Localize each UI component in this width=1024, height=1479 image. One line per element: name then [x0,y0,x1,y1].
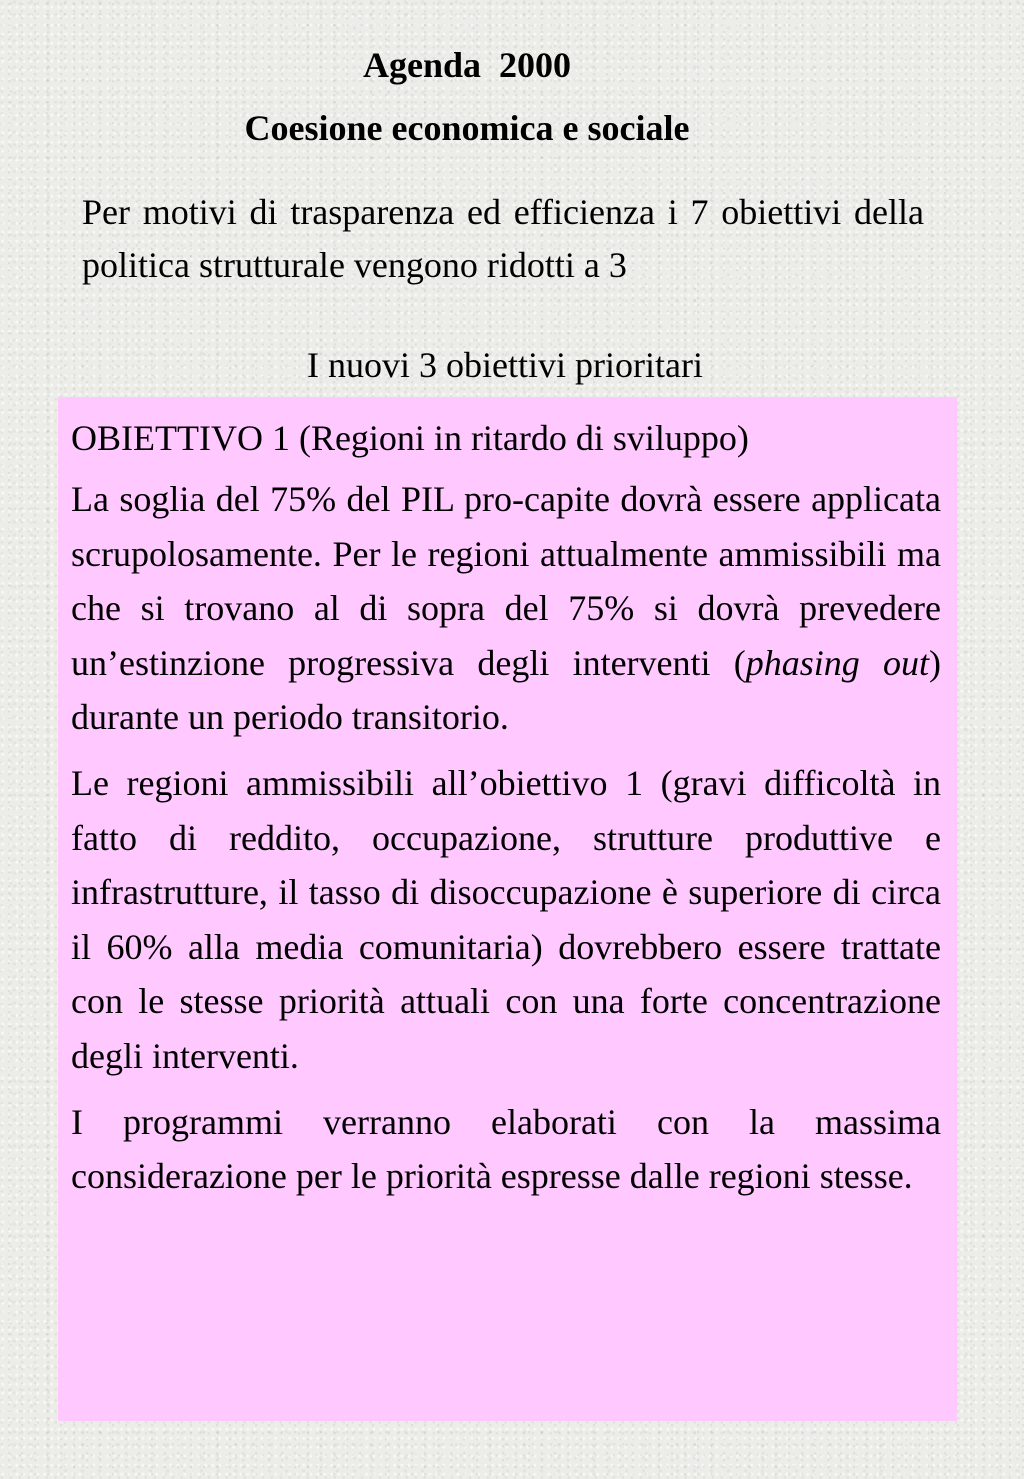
page-subtitle: Coesione economica e sociale [244,108,690,148]
objective-1-paragraph-programmes: I programmi verranno elaborati con la massima considerazione per le priorità espresse dalle regioni stesse. [71,1101,941,1197]
objective-1-paragraph-threshold [71,472,941,745]
objective-1-paragraph-eligibility: Le regioni ammissibili all’obiettivo 1 (gravi difficoltà in fatto di reddito, occupazione, strutture produttive e infrastrutture, il tasso di disoccupazione è superiore di circa il 60% alla media comunitaria) dovrebbero essere trattate con le stesse priorità attuali con una forte concentrazione degli interventi. [71,762,941,1076]
intro-paragraph: Per motivi di trasparenza ed efficienza i 7 obiettivi della politica strutturale vengono ridotti a 3 [82,192,924,285]
objectives-subheading: I nuovi 3 obiettivi prioritari [307,345,703,385]
phasing-out-term: phasing out [745,642,929,683]
page-title: Agenda 2000 [362,45,572,85]
paragraph-text: La soglia del 75% del PIL pro-capite dovrà essere applicata scrupolosamente. Per le regioni attualmente ammissibili ma che si trovano al di sopra del 75% si dovrà prevedere un’estinzione progressiva degli interventi ( [71,479,941,683]
paragraph-text: ) durante un periodo transitorio. [71,642,941,738]
objective-1-heading: OBIETTIVO 1 (Regioni in ritardo di sviluppo) [71,418,749,458]
objective-1-box [58,397,957,1421]
